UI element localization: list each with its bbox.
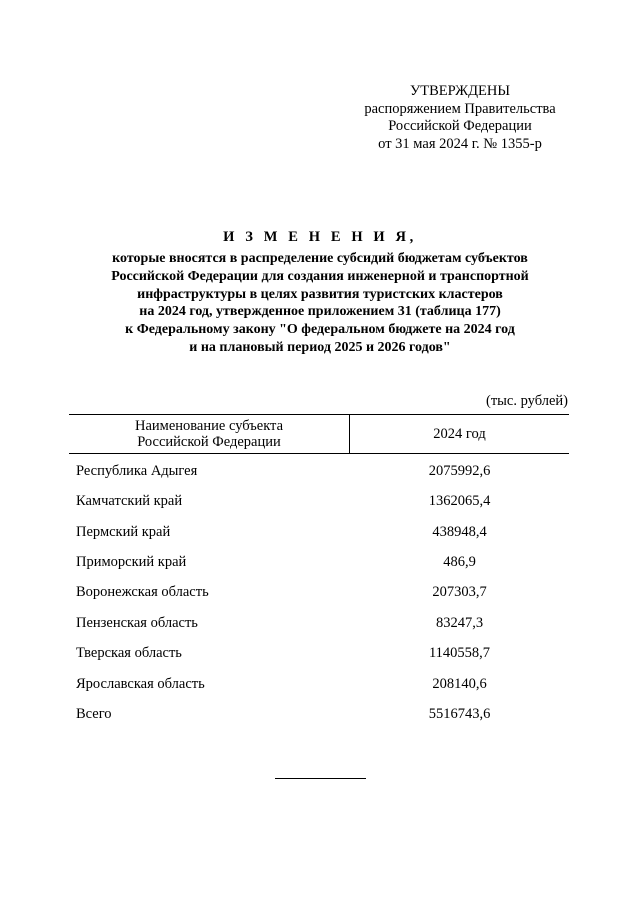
subtitle-line: инфраструктуры в целях развития туристских кластеров	[137, 286, 503, 302]
approval-line-2: распоряжением Правительства	[364, 101, 556, 117]
subsidy-table	[69, 414, 569, 722]
subtitle-line: к Федеральному закону "О федеральном бюджете на 2024 год	[125, 322, 515, 338]
header-subject-line-1: Наименование субъекта	[134, 418, 284, 434]
subtitle-line: которые вносятся в распределение субсидий бюджетам субъектов	[112, 251, 528, 266]
units-label: (тыс. рублей)	[486, 393, 568, 409]
row-value: 486,9	[443, 554, 476, 570]
row-subject: Пензенская область	[76, 615, 198, 631]
table-row	[69, 584, 569, 604]
table-row	[69, 463, 569, 483]
table-row	[69, 645, 569, 665]
row-subject: Ярославская область	[76, 676, 205, 692]
header-subject-line-2: Российской Федерации	[137, 434, 281, 450]
row-value: 438948,4	[432, 524, 487, 540]
row-value: 207303,7	[432, 584, 487, 600]
row-value: 1140558,7	[428, 645, 491, 661]
row-subject: Пермский край	[76, 524, 171, 540]
row-subject: Республика Адыгея	[76, 463, 198, 479]
table-row	[69, 676, 569, 696]
table-row	[69, 524, 569, 544]
approval-line-3: Российской Федерации	[388, 118, 532, 134]
approval-line-4: от 31 мая 2024 г. № 1355-р	[378, 136, 542, 152]
document-subtitle	[60, 250, 580, 357]
row-subject: Камчатский край	[76, 493, 183, 509]
approval-heading: УТВЕРЖДЕНЫ	[409, 83, 511, 99]
table-row-total	[69, 706, 569, 726]
subtitle-line: Российской Федерации для создания инженерной и транспортной	[111, 268, 529, 284]
subtitle-line: на 2024 год, утвержденное приложением 31 (таблица 177)	[139, 304, 501, 320]
table-row	[69, 554, 569, 574]
document-title: И З М Е Н Е Н И Я,	[223, 229, 417, 245]
subtitle-line: и на плановый период 2025 и 2026 годов"	[189, 339, 451, 355]
row-value: 208140,6	[432, 676, 487, 692]
header-subject-name	[69, 418, 349, 450]
closing-rule	[275, 778, 366, 779]
table-header	[69, 414, 569, 454]
row-value: 5516743,6	[428, 706, 491, 722]
row-value: 83247,3	[435, 615, 484, 631]
table-row	[69, 493, 569, 513]
row-subject: Воронежская область	[76, 584, 209, 600]
row-subject: Тверская область	[76, 645, 182, 661]
row-subject: Приморский край	[76, 554, 187, 570]
header-year: 2024 год	[433, 426, 486, 442]
row-value: 2075992,6	[428, 463, 491, 479]
row-subject: Всего	[76, 706, 112, 722]
row-value: 1362065,4	[428, 493, 491, 509]
table-row	[69, 615, 569, 635]
